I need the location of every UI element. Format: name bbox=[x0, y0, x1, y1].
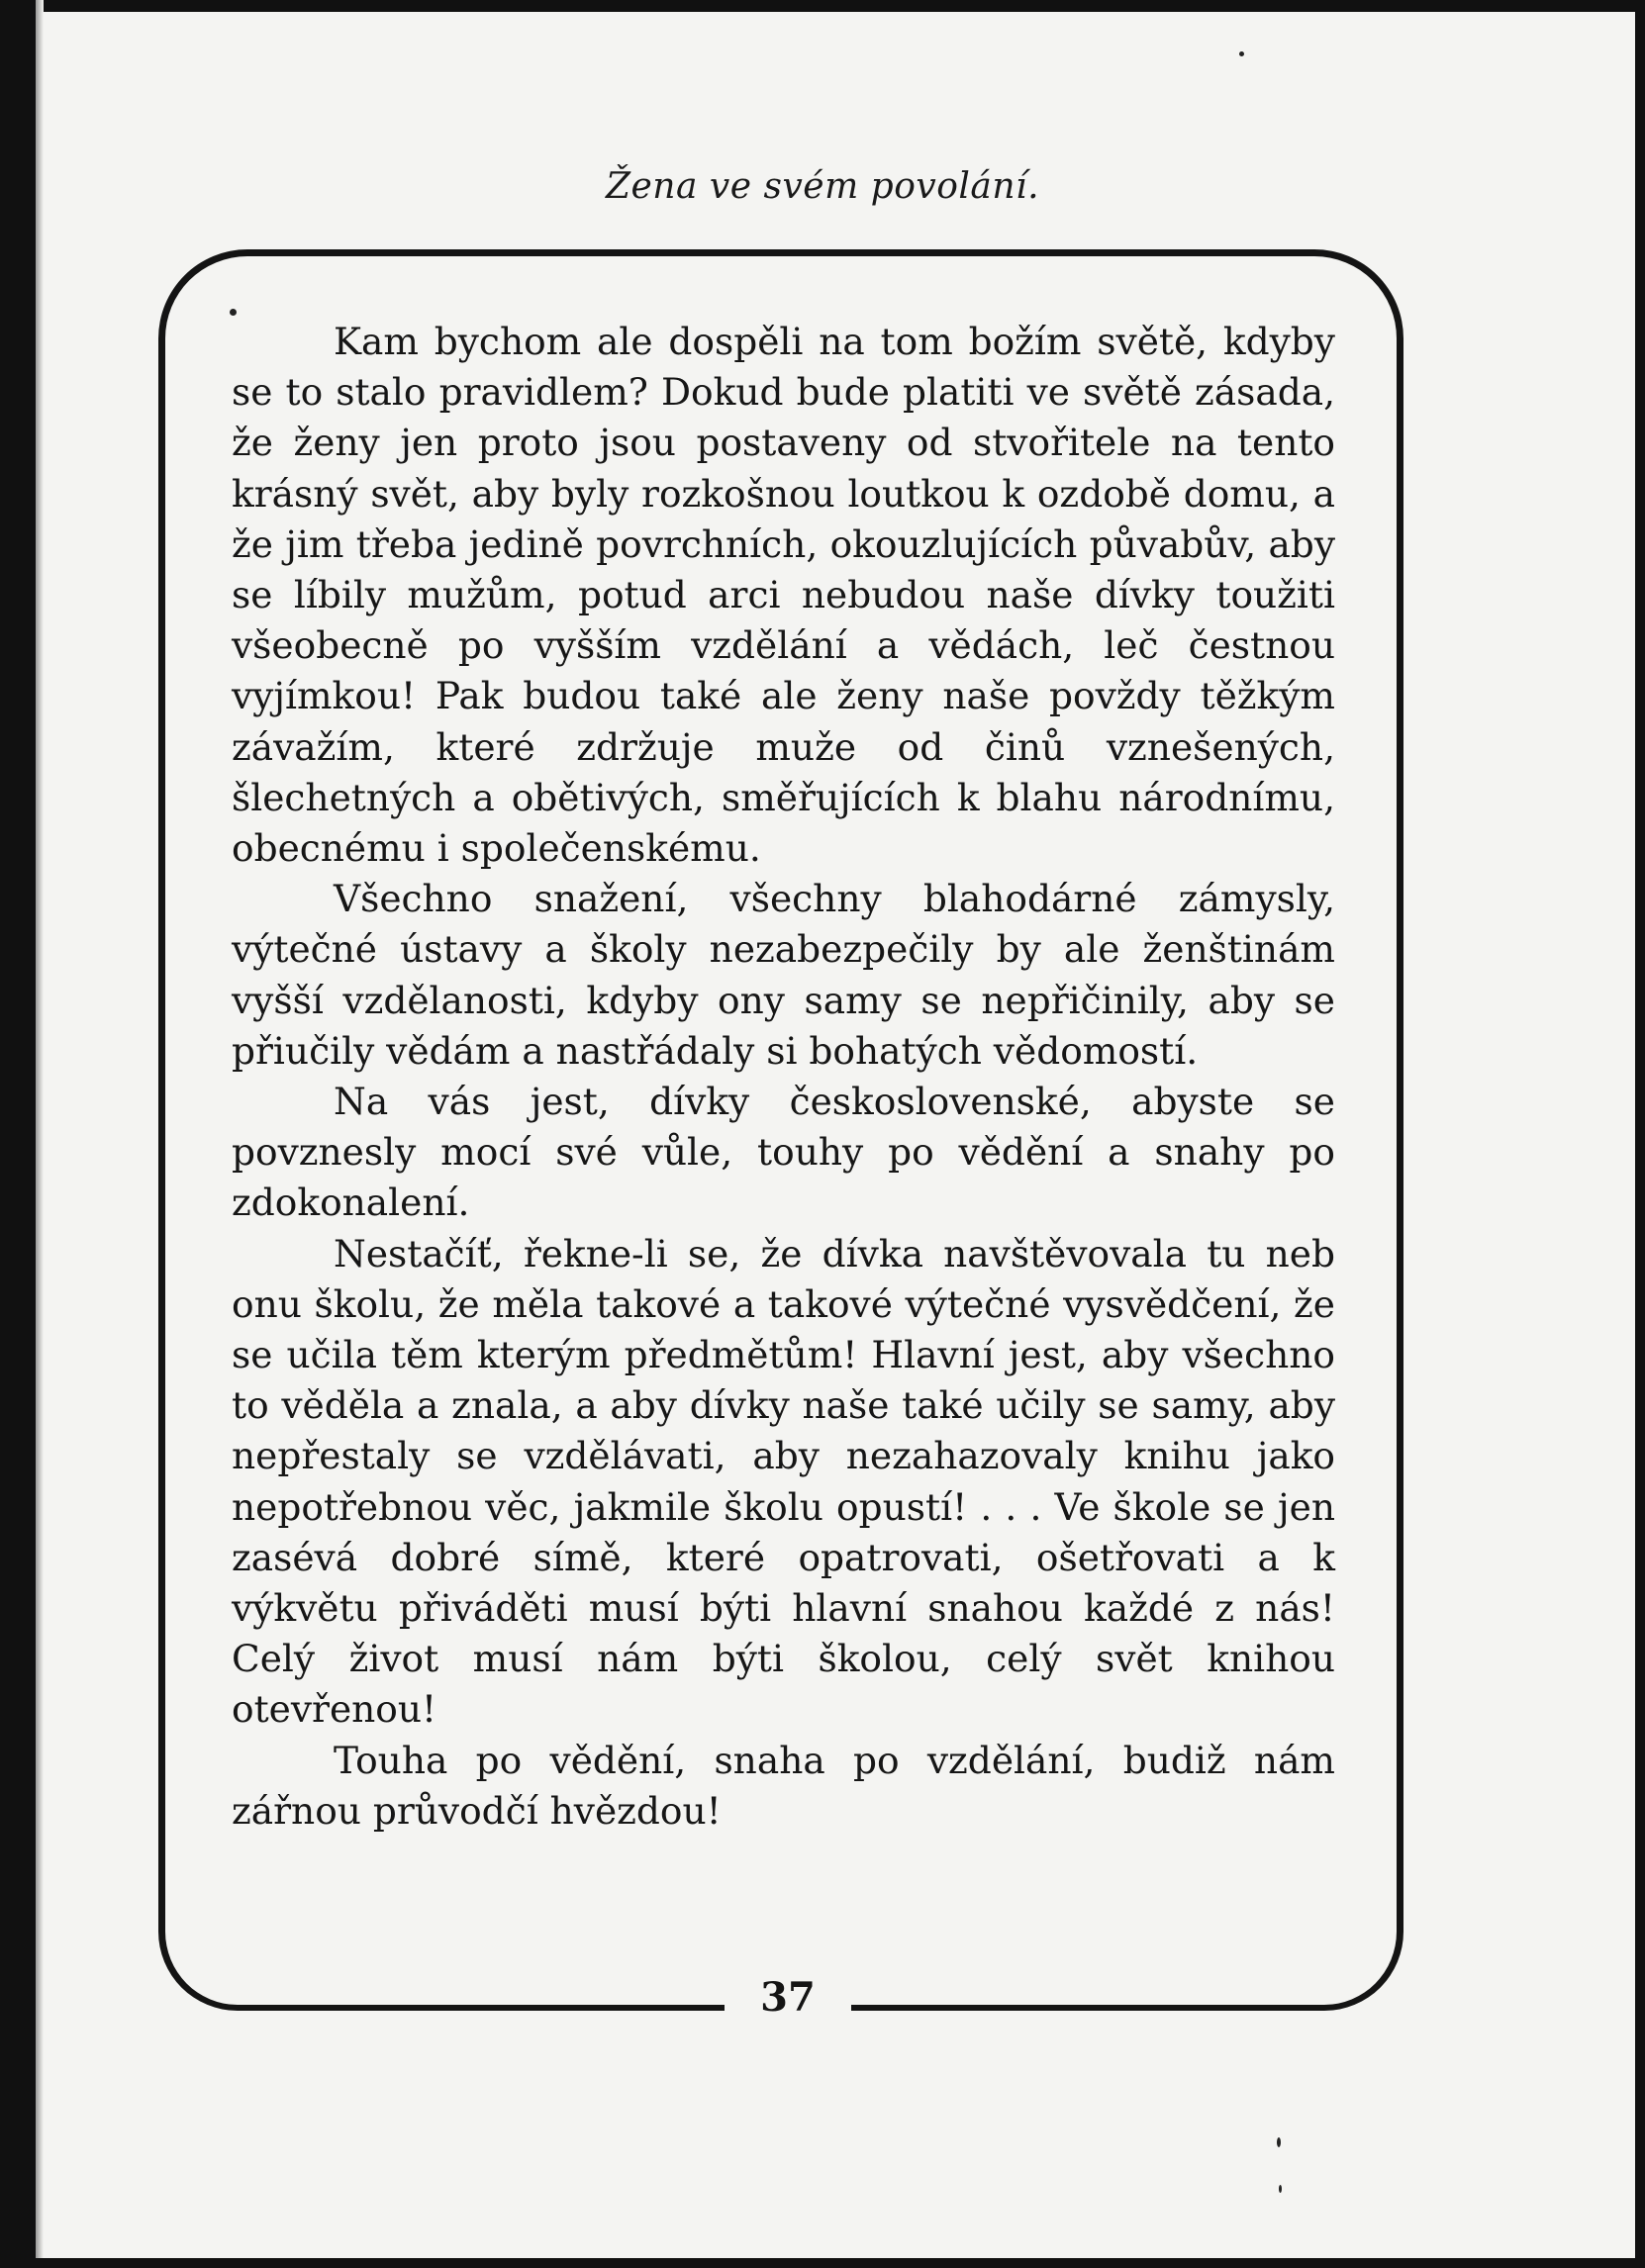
scan-edge-shadow bbox=[36, 0, 44, 2268]
running-title: Žena ve svém povolání. bbox=[605, 166, 1040, 207]
scan-edge-left bbox=[0, 0, 36, 2268]
paragraph: Na vás jest, dívky československé, abyste se povznesly mocí své vůle, touhy po vědění a snahy po zdokonalení. bbox=[232, 1080, 1335, 1225]
page-number: 37 bbox=[760, 1974, 816, 2021]
paragraph: Všechno snažení, všechny blahodárné zámysly, výtečné ústavy a školy nezabezpečily by ale ženštinám vyšší vzdělanosti, kdyby ony samy se nepřičinily, aby se přiučily vědám a nastřádaly si bohatých vědomostí. bbox=[232, 877, 1335, 1073]
paragraph: Touha po vědění, snaha po vzdělání, budiž nám zářnou průvodčí hvězdou! bbox=[232, 1738, 1335, 1833]
scan-edge-top bbox=[0, 0, 1645, 12]
paragraph: Kam bychom ale dospěli na tom božím světě, kdyby se to stalo pravidlem? Dokud bude platiti ve světě zásada, že ženy jen proto jsou postaveny od stvořitele na tento krásný svět, aby byly rozkošnou loutkou k ozdobě domu, a že jim třeba jedině povrchních, okouzlujících půvabův, aby se líbily mužům, potud arci nebudou naše dívky toužiti všeobecně po vyšším vzdělání a vědách, leč čestnou vyjímkou! Pak budou také ale ženy naše povždy těžkým závažím, které zdržuje muže od činů vznešených, šlechetných a obětivých, směřujících k blahu národnímu, obecnému i společenskému. bbox=[232, 320, 1335, 871]
scan-edge-right bbox=[1635, 0, 1645, 2268]
ink-speck bbox=[1239, 51, 1244, 56]
paragraph: Nestačíť, řekne-li se, že dívka navštěvovala tu neb onu školu, že měla takové a takové výtečné vysvědčení, že se učila těm kterým předmětům! Hlavní jest, aby všechno to věděla a znala, a aby dívky naše také učily se samy, aby nepřestaly se vzdělávati, aby nezahazovaly knihu jako nepotřebnou věc, jakmile školu opustí! . . . Ve škole se jen zasévá dobré símě, které opatrovati, ošetřovati a k výkvětu přiváděti musí býti hlavní snahou každé z nás! Celý život musí nám býti školou, celý svět knihou otevřenou! bbox=[232, 1231, 1335, 1732]
ink-speck bbox=[230, 309, 237, 316]
ink-speck bbox=[1277, 2137, 1281, 2147]
ink-speck bbox=[1279, 2185, 1282, 2193]
scan-edge-bottom bbox=[0, 2258, 1645, 2268]
body-text bbox=[232, 317, 1335, 1837]
